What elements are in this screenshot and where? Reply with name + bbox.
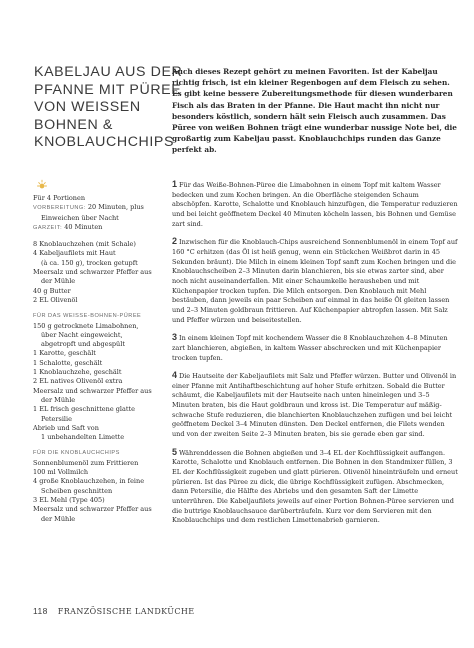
step-text: In einem kleinen Topf mit kochendem Wasser die 8 Knoblauchzehen 4–8 Minuten zart blanchieren, abgießen, in kaltem Wasser abschrecken und mit Küchenpapier trocken tupfen. bbox=[172, 334, 448, 362]
ingredient-line: 1 Schalotte, geschält bbox=[33, 358, 103, 367]
method-step bbox=[172, 333, 458, 363]
method-step bbox=[172, 448, 458, 526]
section-heading-puree: FÜR DAS WEISSE-BOHNEN-PÜREE bbox=[33, 313, 142, 320]
ingredients-puree-list bbox=[33, 322, 163, 443]
ingredient-line: Sonnenblumenöl zum Frittieren bbox=[33, 458, 139, 467]
ingredient-line: der Mühle bbox=[41, 277, 76, 286]
title-line: BOHNEN & bbox=[34, 116, 113, 133]
method-step bbox=[172, 371, 458, 440]
title-line: PFANNE MIT PÜREE bbox=[34, 81, 182, 98]
ingredients-main-list bbox=[33, 240, 163, 305]
method-step bbox=[172, 180, 458, 229]
ingredients-column bbox=[33, 194, 163, 524]
title-line: KABELJAU AUS DER bbox=[34, 64, 183, 80]
ingredient-line: 40 g Butter bbox=[33, 286, 71, 295]
footer-section: FRANZÖSISCHE LANDKÜCHE bbox=[57, 607, 195, 616]
step-text: Inzwischen für die Knoblauch-Chips ausreichend Sonnenblumenöl in einem Topf auf 160 °C erhitzen (das Öl ist heiß genug, wenn ein Stückchen Weißbrot darin in 45 Sekunden bräunt). Die Milch in einem kleinen Topf sanft zum Kochen bringen und die Knoblauchscheiben 2–3 Minuten darin blanchieren, bis sie etwas zarter sind, aber noch nicht auseinanderfallen. Mit einer Schaumkelle herausheben und mit Küchenpapier trocken tupfen. Die Milch entsorgen. Den Knoblauch mit Mehl bestäuben, dann jeweils ein paar Scheiben auf einmal in das heiße Öl gleiten lassen und 2–3 Minuten goldbraun frittieren. Auf Küchenpapier abtropfen lassen. Mit Salz und Pfeffer würzen und beiseitestellen. bbox=[172, 238, 458, 324]
servings: Für 4 Portionen bbox=[33, 194, 86, 202]
ingredient-line: abgetropft und abgespült bbox=[41, 340, 125, 349]
title-line: VON WEISSEN bbox=[34, 99, 141, 115]
page-number: 118 bbox=[33, 606, 48, 616]
ingredient-line: 4 große Knoblauchzehen, in feine bbox=[33, 477, 145, 486]
sun-icon bbox=[36, 179, 48, 191]
step-number: 1 bbox=[172, 179, 178, 189]
ingredient-line: 1 Knoblauchzehe, geschält bbox=[33, 368, 122, 377]
step-text: Für das Weiße-Bohnen-Püree die Limabohnen in einem Topf mit kaltem Wasser bedecken und zum Kochen bringen. An die Oberfläche steigenden Schaum abschöpfen. Karotte, Schalotte und Knoblauch hinzufügen, die Temperatur reduzieren und bei leicht geöffnetem Deckel 40 Minuten köcheln lassen, bis Bohnen und Gemüse zart sind. bbox=[172, 181, 458, 228]
recipe-title bbox=[34, 64, 183, 152]
ingredient-line: 2 EL Olivenöl bbox=[33, 295, 78, 304]
ingredient-line: 150 g getrocknete Limabohnen, bbox=[33, 321, 139, 330]
section-heading-chips: FÜR DIE KNOBLAUCHCHIPS bbox=[33, 450, 120, 457]
ingredient-line: der Mühle bbox=[41, 514, 76, 523]
prep-time-value: 20 Minuten, plus bbox=[87, 203, 144, 212]
ingredient-line: Scheiben geschnitten bbox=[41, 486, 113, 495]
step-number: 3 bbox=[172, 332, 178, 343]
method-steps bbox=[172, 180, 458, 534]
step-number: 4 bbox=[172, 370, 178, 381]
ingredient-line: (à ca. 150 g), trocken getupft bbox=[41, 258, 138, 267]
method-step bbox=[172, 237, 458, 325]
ingredient-line: 100 ml Vollmilch bbox=[33, 468, 89, 477]
ingredient-line: 1 EL frisch geschnittene glatte bbox=[33, 405, 135, 414]
recipe-intro: Auch dieses Rezept gehört zu meinen Favoriten. Ist der Kabeljau richtig frisch, ist ein kleiner Regenbogen auf dem Fleisch zu sehen. Es gibt keine bessere Zubereitungsmethode für diesen wunderbaren Fisch als das Braten in der Pfanne. Die Haut macht ihn nicht nur besonders köstlich, sondern hält sein Fleisch auch zusammen. Das Püree von weißen Bohnen trägt eine wunderbar nussige Note bei, die großartig zum Kabeljau passt. Knoblauchchips runden das Ganze perfekt ab. bbox=[172, 67, 457, 155]
step-number: 5 bbox=[172, 446, 178, 457]
ingredient-line: Abrieb und Saft von bbox=[33, 423, 99, 432]
cook-time-value: 40 Minuten bbox=[64, 222, 103, 231]
ingredients-chips-list bbox=[33, 459, 163, 524]
ingredient-line: der Mühle bbox=[41, 395, 76, 404]
cook-time bbox=[33, 223, 163, 233]
step-number: 2 bbox=[172, 236, 178, 247]
page-footer bbox=[33, 606, 195, 616]
step-text: Die Hautseite der Kabeljaufilets mit Salz und Pfeffer würzen. Butter und Olivenöl in einer Pfanne mit Antihaftbeschichtung auf hoher Stufe erhitzen. Sobald die Butter schäumt, die Kabeljaufilets mit der Hautseite nach unten hineinlegen und 3–5 Minuten braten, bis die Haut goldbraun und kross ist. Die Temperatur auf mäßig-schwache Stufe reduzieren, die blanchierten Knoblauchzehen zufügen und bei leicht geöffnetem Deckel 3–4 Minuten dünsten. Den Deckel entfernen, die Filets wenden und von der zweiten Seite 2–3 Minuten braten, bis sie gerade eben gar sind. bbox=[172, 372, 457, 439]
ingredient-line: Petersilie bbox=[41, 414, 72, 423]
ingredient-line: 8 Knoblauchzehen (mit Schale) bbox=[33, 240, 136, 249]
ingredient-line: 1 unbehandelten Limette bbox=[41, 433, 125, 442]
cook-time-label: GARZEIT: bbox=[33, 224, 63, 231]
ingredient-line: Meersalz und schwarzer Pfeffer aus bbox=[33, 386, 152, 395]
ingredient-line: 2 EL natives Olivenöl extra bbox=[33, 377, 123, 386]
step-text: Währenddessen die Bohnen abgießen und 3–4 EL der Kochflüssigkeit auffangen. Karotte, Schalotte und Knoblauch entfernen. Die Bohnen in den Standmixer füllen, 3 EL der Kochflüssigkeit zugeben und glatt pürieren. Olivenöl hineinträufeln und erneut pürieren. Ist das Püree zu dick, die übrige Kochflüssigkeit zufügen. Abschmecken, dann Petersilie, die Hälfte des Abriebs und den gesamten Saft der Limette unterrühren. Die Kabeljaufilets jeweils auf einer Portion Bohnen-Püree servieren und die buttrige Knoblauchsauce darüberträufeln. Kurz vor dem Servieren mit den Knoblauchchips und dem restlichen Limettenabrieb garnieren. bbox=[172, 448, 458, 525]
prep-time-cont: Einweichen über Nacht bbox=[41, 213, 119, 222]
title-line: KNOBLAUCHCHIPS bbox=[34, 134, 175, 150]
ingredient-line: Meersalz und schwarzer Pfeffer aus bbox=[33, 505, 152, 514]
prep-time-label: VORBEREITUNG: bbox=[33, 205, 86, 212]
ingredient-line: 1 Karotte, geschält bbox=[33, 349, 96, 358]
ingredient-line: 4 Kabeljaufilets mit Haut bbox=[33, 249, 116, 258]
prep-time bbox=[33, 203, 163, 213]
ingredient-line: Meersalz und schwarzer Pfeffer aus bbox=[33, 268, 152, 277]
ingredient-line: über Nacht eingeweicht, bbox=[41, 330, 123, 339]
ingredient-line: 3 EL Mehl (Type 405) bbox=[33, 495, 105, 504]
